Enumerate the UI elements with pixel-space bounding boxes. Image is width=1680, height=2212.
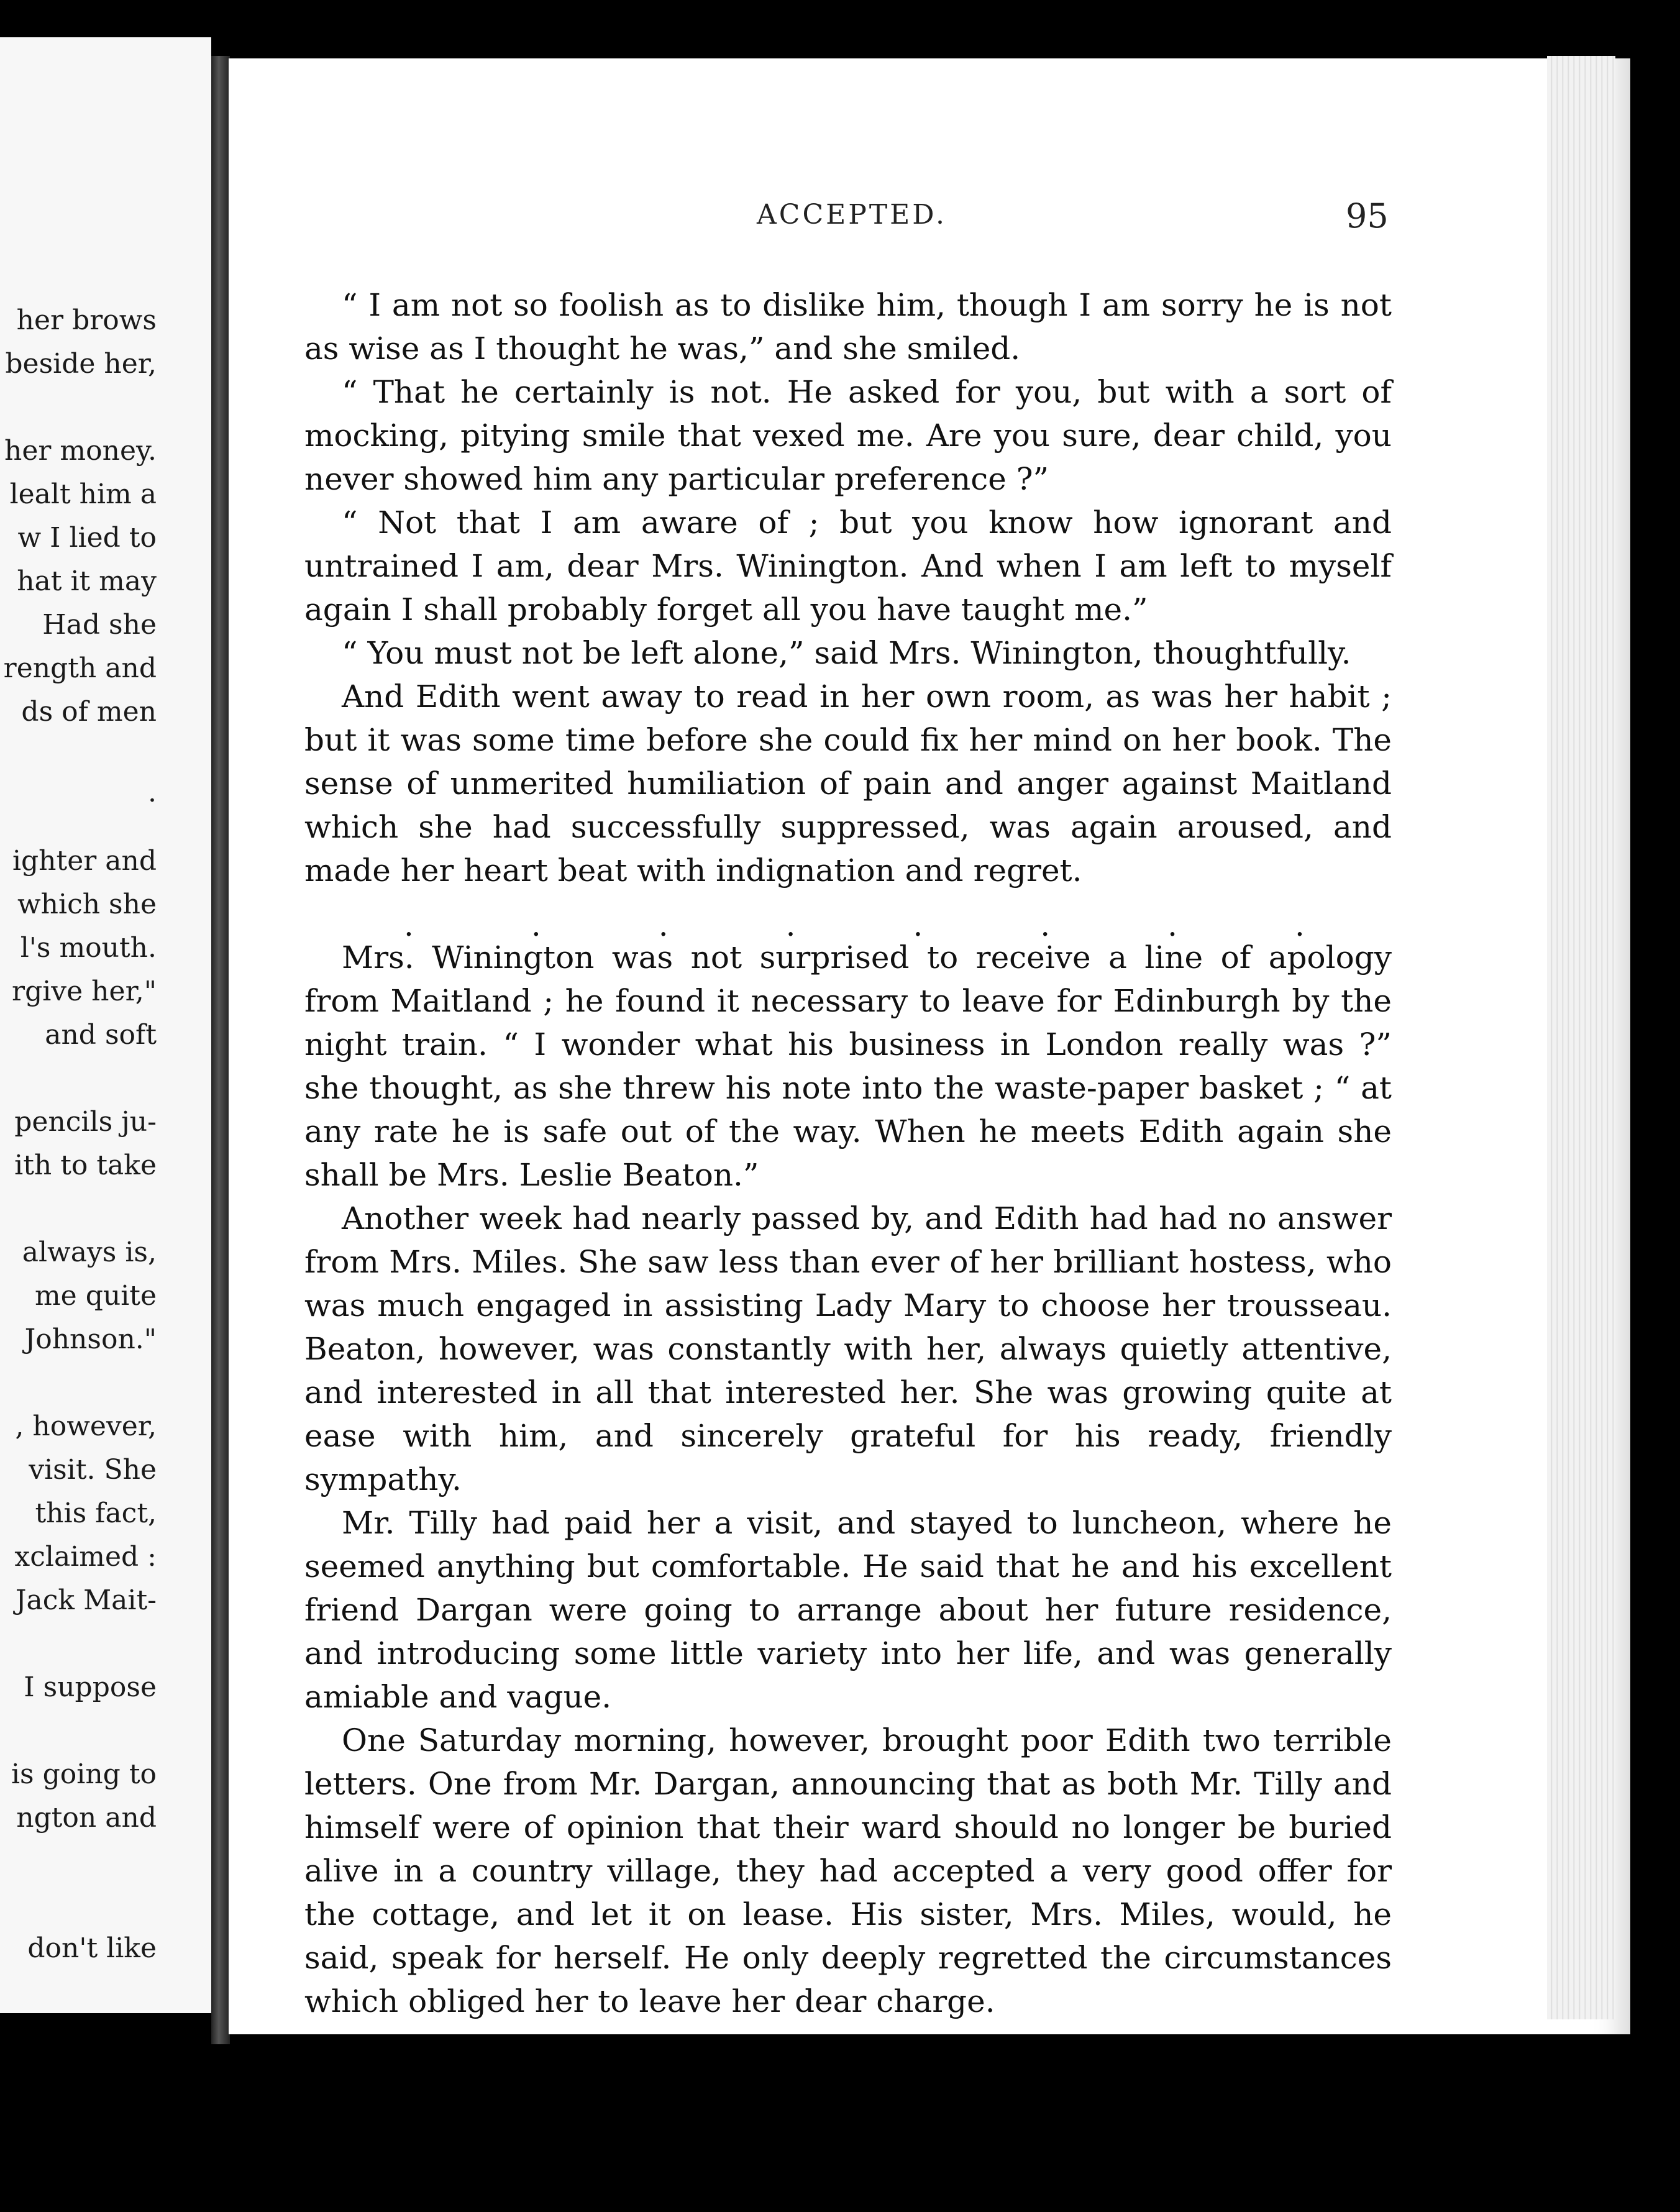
section-break-dot: . xyxy=(913,907,923,943)
paragraph: Mr. Tilly had paid her a visit, and stayed to luncheon, where he seemed anything but comfortable. He said that he and his excellent friend Dargan were going to arrange about her future residence, and introducing some little variety into her life, and was generally amiable and vague. xyxy=(304,1505,1392,1715)
section-break-dot: . xyxy=(658,907,669,943)
facing-page-fragment: which she xyxy=(17,889,157,920)
facing-page-fragment: always is, xyxy=(22,1236,157,1268)
facing-page-fragment: me quite xyxy=(34,1280,157,1312)
paragraph: “ Not that I am aware of ; but you know how ignorant and untrained I am, dear Mrs. Winington. And when I am left to myself again I shall probably forget all you have taught me.” xyxy=(304,505,1392,628)
facing-page-fragment: . xyxy=(148,777,157,808)
facing-page-fragment: , however, xyxy=(15,1410,157,1442)
book-gutter xyxy=(211,56,230,2044)
facing-page-fragment: her brows xyxy=(16,304,157,336)
facing-page-fragment: don't like xyxy=(27,1932,157,1964)
section-break-dot: . xyxy=(785,907,796,943)
facing-page-fragment: hat it may xyxy=(17,565,157,597)
section-break-dot: . xyxy=(531,907,541,943)
paragraph: Mrs. Winington was not surprised to receive a line of apology from Maitland ; he found it necessary to leave for Edinburgh by the night train. “ I wonder what his business in London really was ?” she thought, as she threw his note into the waste-paper basket ; “ at any rate he is safe out of the way. When he meets Edith again she shall be Mrs. Leslie Beaton.” xyxy=(304,939,1392,1193)
facing-page-fragment: I suppose xyxy=(24,1671,157,1703)
section-break-dot: . xyxy=(1295,907,1305,943)
section-break-dots xyxy=(404,907,1305,943)
section-break-dot: . xyxy=(404,907,414,943)
facing-page-fragment: beside her, xyxy=(5,348,157,380)
facing-page-fragment: lealt him a xyxy=(9,478,157,510)
facing-page-fragment: and soft xyxy=(45,1019,157,1051)
body-text xyxy=(304,283,1392,2023)
facing-page-fragment: rength and xyxy=(3,652,157,684)
running-head: ACCEPTED. xyxy=(757,199,947,231)
paragraph: “ You must not be left alone,” said Mrs. Winington, thoughtfully. xyxy=(342,635,1351,671)
facing-page-fragment: is going to xyxy=(11,1758,157,1790)
facing-page-fragment: Johnson." xyxy=(24,1323,157,1355)
facing-page-fragment: ds of men xyxy=(21,696,157,728)
section-break-dot: . xyxy=(1167,907,1178,943)
facing-page-fragment: xclaimed : xyxy=(14,1541,157,1573)
facing-page-fragment: w I lied to xyxy=(17,522,157,554)
facing-page-fragment: ighter and xyxy=(12,845,157,877)
facing-page-fragment: this fact, xyxy=(35,1497,157,1529)
facing-page-left xyxy=(0,37,211,2013)
paragraph: “ That he certainly is not. He asked for you, but with a sort of mocking, pitying smile that vexed me. Are you sure, dear child, you never showed him any particular preference ?” xyxy=(304,374,1392,497)
paragraph: “ I am not so foolish as to dislike him, though I am sorry he is not as wise as I thought he was,” and she smiled. xyxy=(304,287,1392,367)
facing-page-fragment: pencils ju- xyxy=(14,1106,157,1138)
facing-page-fragment: ngton and xyxy=(16,1802,157,1834)
paragraph: One Saturday morning, however, brought poor Edith two terrible letters. One from Mr. Dargan, announcing that as both Mr. Tilly and himself were of opinion that their ward should no longer be buried alive in a country village, they had accepted a very good offer for the cottage, and let it on lease. His sister, Mrs. Miles, would, he said, speak for herself. He only deeply regretted the circumstances which obliged her to leave her dear charge. xyxy=(304,1722,1392,2019)
page-number: 95 xyxy=(1346,196,1389,235)
facing-page-fragment: Jack Mait- xyxy=(15,1584,157,1616)
facing-page-fragment: her money. xyxy=(4,435,157,467)
facing-page-fragment: ith to take xyxy=(14,1149,157,1181)
page-edge xyxy=(1547,56,1615,2019)
paragraph: And Edith went away to read in her own room, as was her habit ; but it was some time before she could fix her mind on her book. The sense of unmerited humiliation of pain and anger against Maitland which she had successfully suppressed, was again aroused, and made her heart beat with indignation and regret. xyxy=(304,679,1392,889)
facing-page-fragment: visit. She xyxy=(29,1454,157,1486)
facing-page-fragment: Had she xyxy=(42,609,157,641)
facing-page-fragment: l's mouth. xyxy=(20,932,157,964)
facing-page-fragment: rgive her," xyxy=(12,976,157,1007)
paragraph: Another week had nearly passed by, and Edith had had no answer from Mrs. Miles. She saw less than ever of her brilliant hostess, who was much engaged in assisting Lady Mary to choose her trousseau. Beaton, however, was constantly with her, always quietly attentive, and interested in all that interested her. She was growing quite at ease with him, and sincerely grateful for his ready, friendly sympathy. xyxy=(304,1200,1392,1497)
section-break-dot: . xyxy=(1040,907,1051,943)
